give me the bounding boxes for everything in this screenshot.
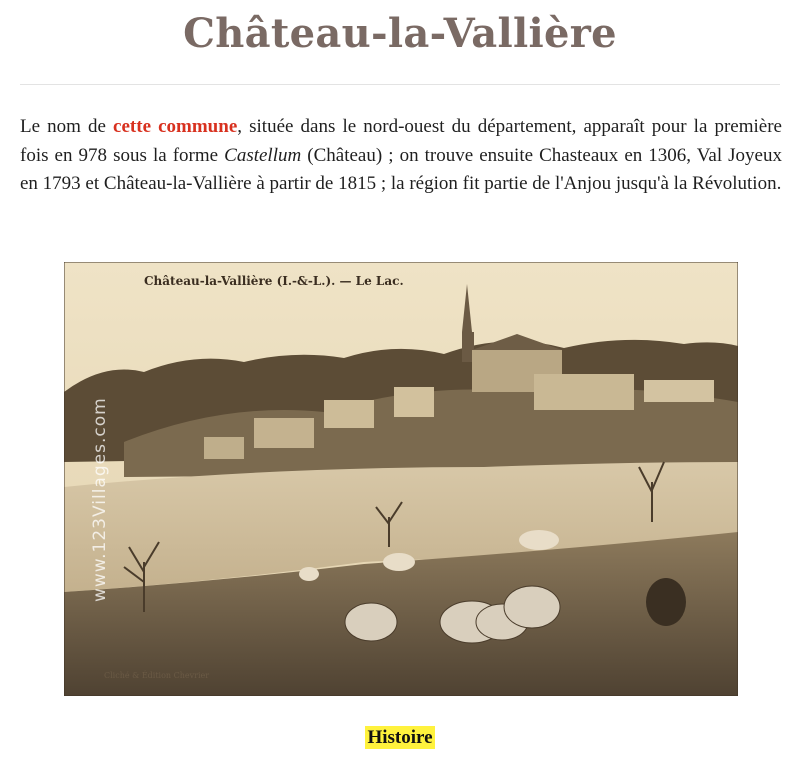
histoire-link[interactable]: Histoire — [367, 727, 433, 748]
postcard-illustration — [64, 262, 738, 696]
latin-name: Castellum — [224, 144, 302, 166]
commune-link[interactable]: cette commune — [113, 116, 238, 137]
intro-text-3: (Château) ; on trouve ensuite Chasteaux en 1306, Val Joyeux en 1793 et Château-la-Vallière à partir de 1815 ; la région fit partie de l'Anjou jusqu'à la Révolution. — [20, 144, 782, 194]
intro-paragraph — [20, 113, 782, 199]
watermark: www.123Villages.com — [90, 397, 110, 602]
intro-text-2: , située dans le nord-ouest du département, apparaît pour la première fois en 978 sous la forme — [20, 116, 782, 166]
page-title: Château-la-Vallière — [183, 10, 617, 57]
histoire-link-container — [0, 727, 800, 749]
title-divider — [20, 84, 780, 85]
postcard-image — [64, 262, 738, 696]
postcard-caption: Château-la-Vallière (I.-&-L.). — Le Lac. — [144, 274, 404, 288]
intro-text-1: Le nom de — [20, 116, 114, 137]
postcard-credit: Cliché & Édition Chevrier — [104, 671, 210, 680]
